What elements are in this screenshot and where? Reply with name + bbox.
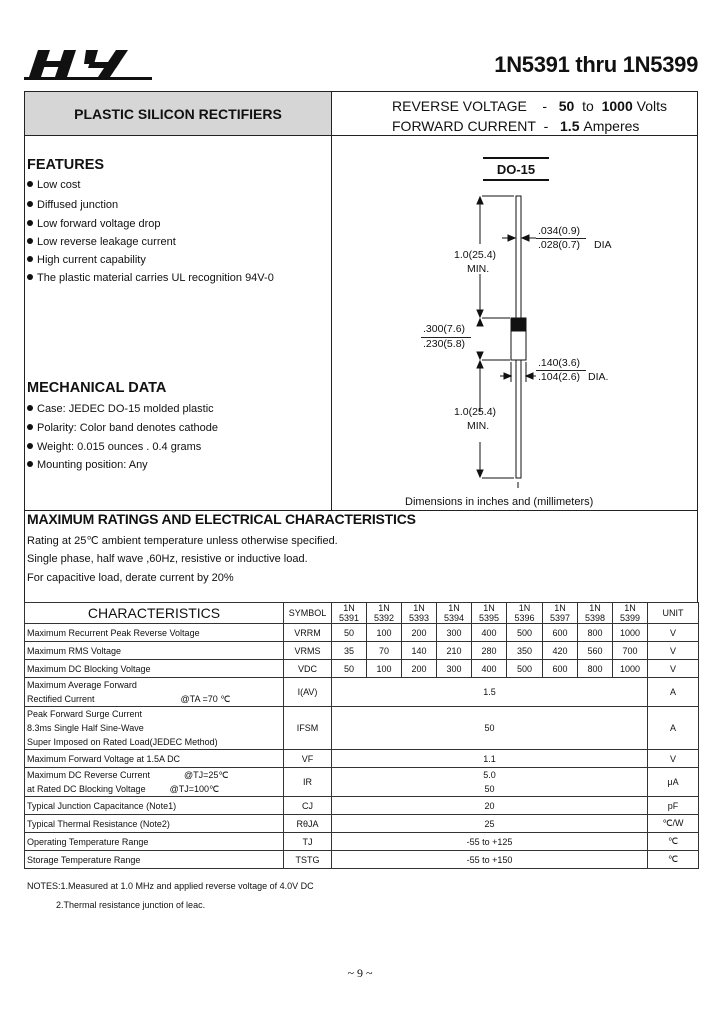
table-header-row xyxy=(25,603,699,624)
part-range-title: 1N5391 thru 1N5399 xyxy=(494,52,698,77)
page-number: ~ 9 ~ xyxy=(347,966,373,980)
lead-length-bottom-min: MIN. xyxy=(467,420,490,432)
company-logo xyxy=(24,48,154,82)
table-row-rtheta: Typical Thermal Resistance (Note2) RθJA 25 ℃/W xyxy=(25,815,699,833)
lead-diameter-max: .034(0.9) xyxy=(538,225,581,237)
feature-item: Low reverse leakage current xyxy=(27,236,176,248)
reverse-voltage-spec: REVERSE VOLTAGE - 50 to 1000 Volts xyxy=(392,98,667,114)
product-type-label: PLASTIC SILICON RECTIFIERS xyxy=(24,91,332,136)
feature-item: High current capability xyxy=(27,254,146,266)
col-model: 1N 5393 xyxy=(402,603,437,624)
mechanical-item: Polarity: Color band denotes cathode xyxy=(27,422,218,434)
table-row-tj: Operating Temperature Range TJ -55 to +125 ℃ xyxy=(25,833,699,851)
dimensions-note: Dimensions in inches and (millimeters) xyxy=(405,496,594,508)
feature-item: Diffused junction xyxy=(27,199,118,211)
body-length-min: .230(5.8) xyxy=(423,338,466,350)
lead-diameter-unit: DIA xyxy=(594,239,612,251)
mechanical-heading: MECHANICAL DATA xyxy=(27,380,167,396)
package-name: DO-15 xyxy=(483,157,549,181)
col-model: 1N 5399 xyxy=(613,603,648,624)
characteristics-table xyxy=(24,602,699,869)
features-heading: FEATURES xyxy=(27,157,105,173)
body-diameter-min: .104(2.6) xyxy=(538,371,581,383)
rating-condition: For capacitive load, derate current by 20% xyxy=(27,572,234,584)
note-2: 2.Thermal resistance junction of leac. xyxy=(56,900,206,910)
col-characteristics: CHARACTERISTICS xyxy=(25,603,284,624)
table-row-iav: Maximum Average Forward Rectified Current @TA =70 ℃ I(AV) 1.5 A xyxy=(25,678,699,707)
lead-length-top: 1.0(25.4) xyxy=(454,249,497,261)
table-row-ir: Maximum DC Reverse Current @TJ=25℃ at Rated DC Blocking Voltage @TJ=100℃ IR 5.0 50 μA xyxy=(25,768,699,797)
table-row-tstg: Storage Temperature Range TSTG -55 to +150 ℃ xyxy=(25,851,699,869)
col-model: 1N 5392 xyxy=(367,603,402,624)
ratings-heading: MAXIMUM RATINGS AND ELECTRICAL CHARACTERISTICS xyxy=(27,511,416,527)
rating-condition: Rating at 25℃ ambient temperature unless otherwise specified. xyxy=(27,535,338,547)
mechanical-item: Case: JEDEC DO-15 molded plastic xyxy=(27,403,214,415)
lead-length-top-min: MIN. xyxy=(467,263,490,275)
lead-length-bottom: 1.0(25.4) xyxy=(454,406,497,418)
table-row-ifsm: Peak Forward Surge Current 8.3ms Single Half Sine-Wave Super Imposed on Rated Load(JEDEC Method) IFSM 50 A xyxy=(25,707,699,750)
col-symbol: SYMBOL xyxy=(284,603,332,624)
table-row-vf: Maximum Forward Voltage at 1.5A DC VF 1.1 V xyxy=(25,750,699,768)
col-model: 1N 5394 xyxy=(437,603,472,624)
body-diameter-unit: DIA. xyxy=(588,371,609,383)
lead-diameter-min: .028(0.7) xyxy=(538,239,581,251)
frame-divider xyxy=(331,136,332,510)
feature-item: The plastic material carries UL recognition 94V-0 xyxy=(27,272,274,284)
rating-condition: Single phase, half wave ,60Hz, resistive or inductive load. xyxy=(27,553,308,565)
col-model: 1N 5391 xyxy=(332,603,367,624)
mechanical-item: Mounting position: Any xyxy=(27,459,148,471)
feature-item: Low forward voltage drop xyxy=(27,218,161,230)
frame-right xyxy=(697,136,698,602)
col-model: 1N 5398 xyxy=(578,603,613,624)
col-unit: UNIT xyxy=(648,603,699,624)
table-row-vrrm: Maximum Recurrent Peak Reverse Voltage VRRM 50 100 200 300 400 500 600 800 1000 V xyxy=(25,624,699,642)
table-row-vrms: Maximum RMS Voltage VRMS 35 70 140 210 280 350 420 560 700 V xyxy=(25,642,699,660)
col-model: 1N 5395 xyxy=(472,603,507,624)
frame-left xyxy=(24,136,25,602)
mechanical-item: Weight: 0.015 ounces . 0.4 grams xyxy=(27,441,201,453)
body-diameter-max: .140(3.6) xyxy=(538,357,581,369)
col-model: 1N 5397 xyxy=(543,603,578,624)
col-model: 1N 5396 xyxy=(507,603,543,624)
feature-item: Low cost xyxy=(27,179,80,191)
forward-current-spec: FORWARD CURRENT - 1.5 Amperes xyxy=(392,118,640,134)
note-1: NOTES:1.Measured at 1.0 MHz and applied reverse voltage of 4.0V DC xyxy=(27,881,314,891)
body-length-max: .300(7.6) xyxy=(423,323,466,335)
table-row-cj: Typical Junction Capacitance (Note1) CJ 20 pF xyxy=(25,797,699,815)
table-row-vdc: Maximum DC Blocking Voltage VDC 50 100 200 300 400 500 600 800 1000 V xyxy=(25,660,699,678)
